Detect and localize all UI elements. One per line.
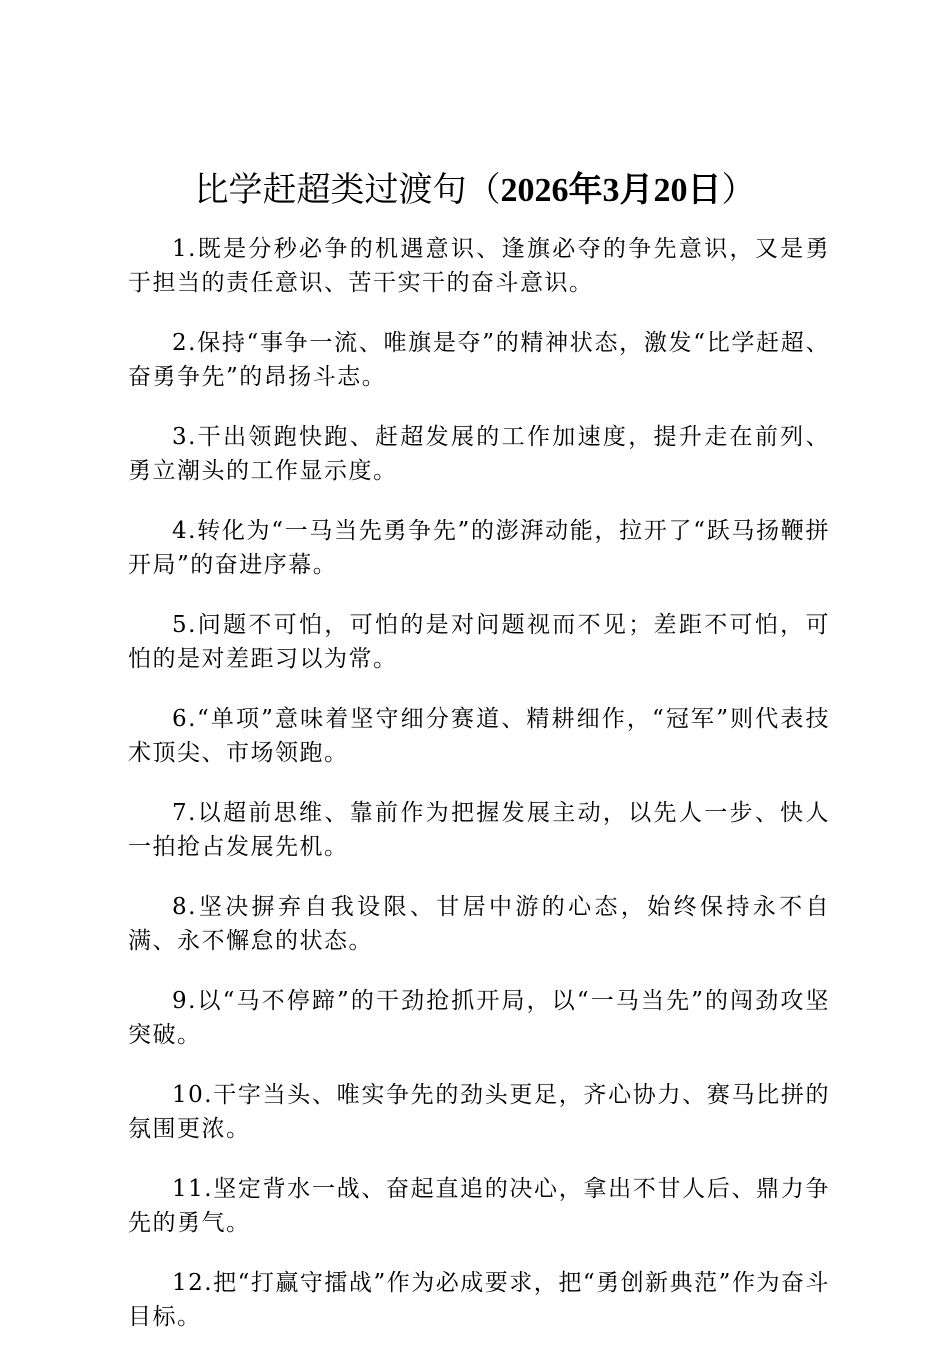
title-date: 2026年3月20日 [500,172,722,209]
paragraph-8: 8.坚决摒弃自我设限、甘居中游的心态，始终保持永不自满、永不懈怠的状态。 [128,894,830,954]
paragraph-11: 11.坚定背水一战、奋起直追的决心，拿出不甘人后、鼎力争先的勇气。 [128,1176,830,1236]
paragraph-3: 3.干出领跑快跑、赶超发展的工作加速度，提升走在前列、勇立潮头的工作显示度。 [128,424,830,484]
title-close: ） [721,170,756,210]
paragraph-4: 4.转化为“一马当先勇争先”的澎湃动能，拉开了“跃马扬鞭拼开局”的奋进序幕。 [128,518,830,578]
paragraph-2: 2.保持“事争一流、唯旗是夺”的精神状态，激发“比学赶超、奋勇争先”的昂扬斗志。 [128,330,830,390]
document-body [128,232,830,1360]
paragraph-5: 5.问题不可怕，可怕的是对问题视而不见；差距不可怕，可怕的是对差距习以为常。 [128,612,830,672]
paragraph-10: 10.干字当头、唯实争先的劲头更足，齐心协力、赛马比拼的氛围更浓。 [128,1082,830,1142]
paragraph-12: 12.把“打赢守擂战”作为必成要求，把“勇创新典范”作为奋斗目标。 [128,1270,830,1330]
document-title [0,166,950,215]
title-text: 比学赶超类过渡句（ [194,170,501,210]
paragraph-7: 7.以超前思维、靠前作为把握发展主动，以先人一步、快人一拍抢占发展先机。 [128,800,830,860]
paragraph-1: 1.既是分秒必争的机遇意识、逢旗必夺的争先意识，又是勇于担当的责任意识、苦干实干的奋斗意识。 [128,236,830,296]
paragraph-9: 9.以“马不停蹄”的干劲抢抓开局，以“一马当先”的闯劲攻坚突破。 [128,988,830,1048]
paragraph-6: 6.“单项”意味着坚守细分赛道、精耕细作，“冠军”则代表技术顶尖、市场领跑。 [128,706,830,766]
